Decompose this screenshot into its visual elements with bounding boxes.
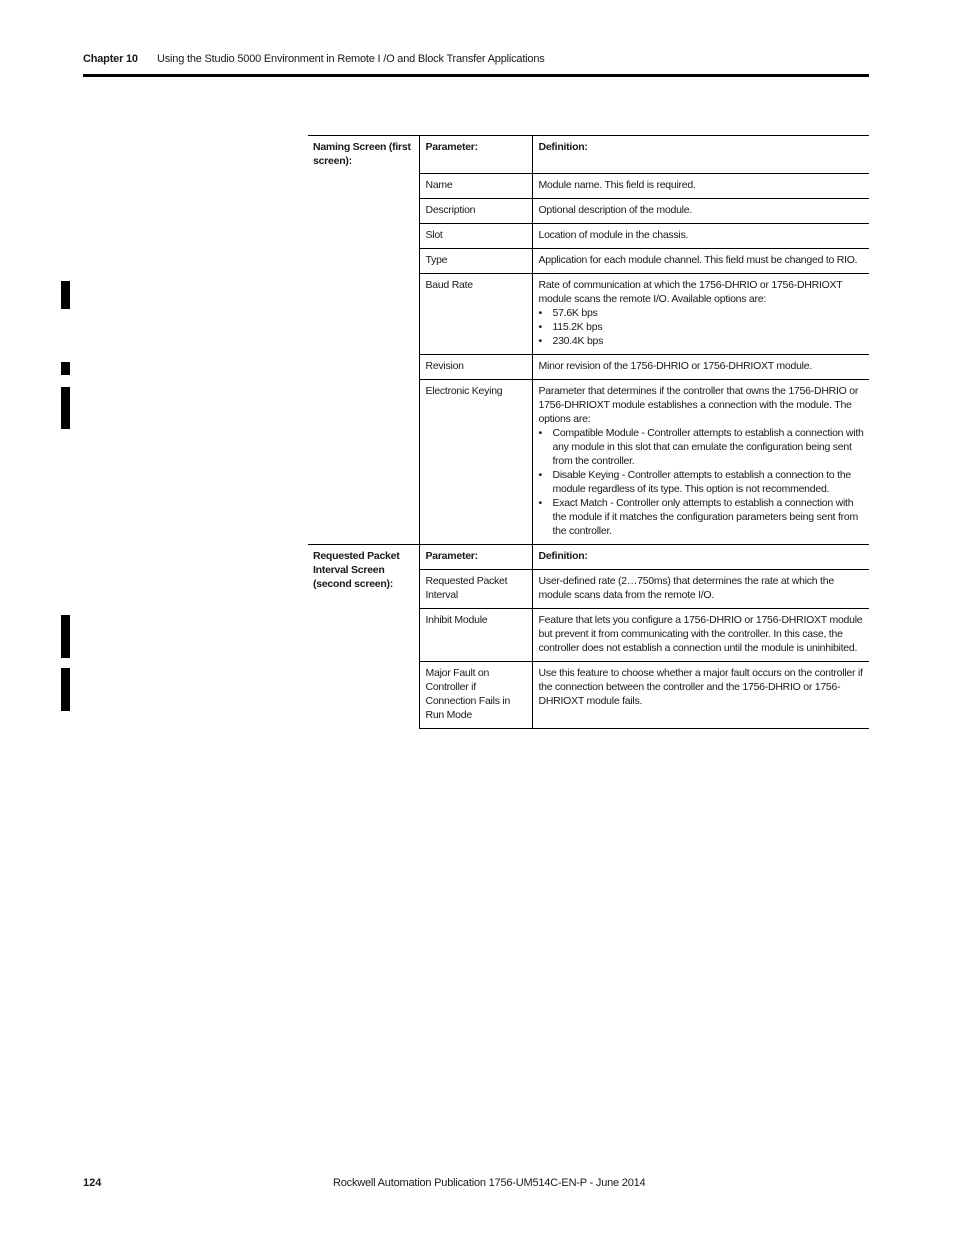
header-rule: [83, 74, 869, 77]
parameter-cell: Description: [419, 199, 532, 224]
parameter-cell: Major Fault on Controller if Connection Fails in Run Mode: [419, 662, 532, 729]
change-bar: [61, 362, 70, 375]
chapter-title: Using the Studio 5000 Environment in Remote I /O and Block Transfer Applications: [157, 53, 545, 65]
change-bar: [61, 668, 70, 711]
parameter-cell: Baud Rate: [419, 274, 532, 355]
definition-cell: [532, 380, 869, 545]
section-label: Requested Packet Interval Screen (second screen):: [308, 545, 419, 729]
parameter-header: Parameter:: [419, 136, 532, 174]
table-header-row: [308, 545, 869, 570]
change-bar: [61, 281, 70, 309]
parameter-cell: Name: [419, 174, 532, 199]
definition-cell: Minor revision of the 1756-DHRIO or 1756-DHRIOXT module.: [532, 355, 869, 380]
change-bar: [61, 387, 70, 429]
list-item: • 57.6K bps: [553, 306, 865, 320]
definition-cell: Use this feature to choose whether a major fault occurs on the controller if the connection between the controller and the 1756-DHRIO or 1756-DHRIOXT module fails.: [532, 662, 869, 729]
parameter-header: Parameter:: [419, 545, 532, 570]
parameter-cell: Requested Packet Interval: [419, 570, 532, 609]
parameter-cell: Inhibit Module: [419, 609, 532, 662]
options-list: [539, 426, 865, 538]
definition-header: Definition:: [532, 136, 869, 174]
parameter-cell: Type: [419, 249, 532, 274]
definition-cell: Application for each module channel. This field must be changed to RIO.: [532, 249, 869, 274]
definition-cell: User-defined rate (2…750ms) that determines the rate at which the module scans data from the remote I/O.: [532, 570, 869, 609]
list-item: • Disable Keying - Controller attempts to establish a connection to the module regardless of its type. This option is not recommended.: [553, 468, 865, 496]
definition-header: Definition:: [532, 545, 869, 570]
definition-cell: [532, 274, 869, 355]
list-item: • Exact Match - Controller only attempts to establish a connection with the module if it matches the configuration parameters being sent from the controller.: [553, 496, 865, 538]
change-bar: [61, 615, 70, 658]
list-item: • 230.4K bps: [553, 334, 865, 348]
list-item: • 115.2K bps: [553, 320, 865, 334]
options-list: [539, 306, 865, 348]
publication-info: Rockwell Automation Publication 1756-UM514C-EN-P - June 2014: [333, 1177, 646, 1189]
definition-cell: Location of module in the chassis.: [532, 224, 869, 249]
definition-text: Parameter that determines if the controller that owns the 1756-DHRIO or 1756-DHRIOXT module establishes a connection with the module. The options are:: [538, 385, 859, 425]
parameter-cell: Slot: [419, 224, 532, 249]
definition-cell: Feature that lets you configure a 1756-DHRIO or 1756-DHRIOXT module but prevent it from communicating with the controller. In this case, the controller does not establish a connection until the module is uninhibited.: [532, 609, 869, 662]
definition-text: Rate of communication at which the 1756-DHRIO or 1756-DHRIOXT module scans the remote I/O. Available options are:: [538, 279, 843, 305]
page-number: 124: [83, 1177, 102, 1189]
chapter-label: Chapter 10: [83, 53, 138, 65]
list-item: • Compatible Module - Controller attempts to establish a connection with any module in this slot that can emulate the configuration being sent from the controller.: [553, 426, 865, 468]
section-label: Naming Screen (first screen):: [308, 136, 419, 545]
definition-cell: Module name. This field is required.: [532, 174, 869, 199]
parameter-cell: Electronic Keying: [419, 380, 532, 545]
table-header-row: [308, 136, 869, 174]
definition-cell: Optional description of the module.: [532, 199, 869, 224]
parameter-cell: Revision: [419, 355, 532, 380]
page-header: [83, 53, 868, 75]
parameters-table: [308, 135, 869, 729]
